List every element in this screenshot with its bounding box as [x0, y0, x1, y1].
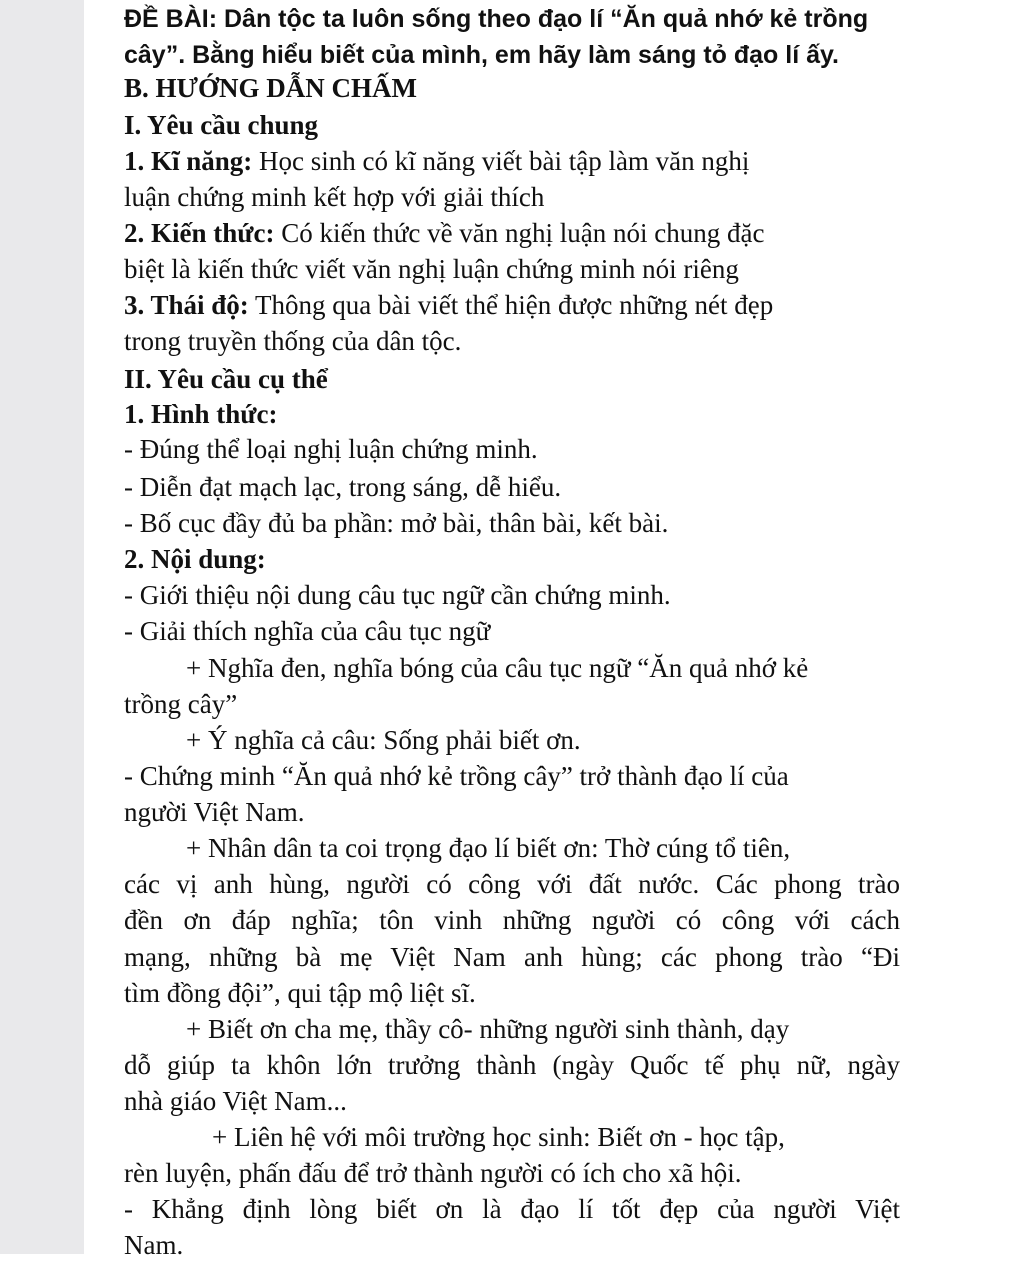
form-item: - Diễn đạt mạch lạc, trong sáng, dễ hiểu.	[124, 472, 562, 502]
content-item: người Việt Nam.	[124, 797, 305, 827]
content-item: tìm đồng đội”, qui tập mộ liệt sĩ.	[124, 978, 476, 1008]
topic-line-1: ĐỀ BÀI: Dân tộc ta luôn sống theo đạo lí “Ăn quả nhớ kẻ trồng	[124, 5, 869, 33]
attitude-line-1	[124, 288, 773, 322]
content-item: trồng cây”	[124, 689, 238, 719]
left-margin-strip	[0, 0, 84, 1254]
content-heading: 2. Nội dung:	[124, 544, 266, 574]
part2-heading: II. Yêu cầu cụ thể	[124, 364, 328, 394]
content-item: dỗ giúp ta khôn lớn trưởng thành (ngày Quốc tế phụ nữ, ngày	[124, 1050, 900, 1080]
knowledge-text: Có kiến thức về văn nghị luận nói chung đặc	[274, 218, 765, 248]
section-b-heading: B. HƯỚNG DẪN CHẤM	[124, 73, 417, 103]
knowledge-label: 2. Kiến thức:	[124, 218, 275, 248]
attitude-line-2: trong truyền thống của dân tộc.	[124, 326, 462, 356]
content-item: rèn luyện, phấn đấu để trở thành người có ích cho xã hội.	[124, 1158, 742, 1188]
knowledge-line-1	[124, 216, 764, 250]
content-item: + Biết ơn cha mẹ, thầy cô- những người sinh thành, dạy	[186, 1014, 790, 1044]
content-item: mạng, những bà mẹ Việt Nam anh hùng; các phong trào “Đi	[124, 942, 900, 972]
content-item: - Chứng minh “Ăn quả nhớ kẻ trồng cây” trở thành đạo lí của	[124, 761, 789, 791]
attitude-label: 3. Thái độ:	[124, 290, 249, 320]
form-item: - Bố cục đầy đủ ba phần: mở bài, thân bài, kết bài.	[124, 508, 669, 538]
skill-label: 1. Kĩ năng:	[124, 146, 253, 176]
form-heading: 1. Hình thức:	[124, 399, 278, 429]
content-item: - Khẳng định lòng biết ơn là đạo lí tốt đẹp của người Việt	[124, 1194, 900, 1224]
skill-text: Học sinh có kĩ năng viết bài tập làm văn nghị	[252, 146, 750, 176]
content-item: + Liên hệ với môi trường học sinh: Biết ơn - học tập,	[212, 1122, 785, 1152]
part1-heading: I. Yêu cầu chung	[124, 110, 319, 140]
content-item: - Giới thiệu nội dung câu tục ngữ cần chứng minh.	[124, 580, 671, 610]
attitude-text: Thông qua bài viết thể hiện được những nét đẹp	[248, 290, 774, 320]
content-item: + Nghĩa đen, nghĩa bóng của câu tục ngữ “Ăn quả nhớ kẻ	[186, 653, 809, 683]
topic-line-2: cây”. Bằng hiểu biết của mình, em hãy làm sáng tỏ đạo lí ấy.	[124, 41, 840, 69]
knowledge-line-2: biệt là kiến thức viết văn nghị luận chứng minh nói riêng	[124, 254, 739, 284]
content-item: + Nhân dân ta coi trọng đạo lí biết ơn: Thờ cúng tổ tiên,	[186, 833, 791, 863]
form-item: - Đúng thể loại nghị luận chứng minh.	[124, 434, 538, 464]
content-item: nhà giáo Việt Nam...	[124, 1086, 347, 1116]
skill-line-1	[124, 144, 749, 178]
skill-line-2: luận chứng minh kết hợp với giải thích	[124, 182, 545, 212]
content-item: đền ơn đáp nghĩa; tôn vinh những người có công với cách	[124, 905, 900, 935]
content-item: - Giải thích nghĩa của câu tục ngữ	[124, 616, 491, 646]
content-item: các vị anh hùng, người có công với đất nước. Các phong trào	[124, 869, 900, 899]
content-item: + Ý nghĩa cả câu: Sống phải biết ơn.	[186, 725, 581, 755]
content-item: Nam.	[124, 1230, 184, 1260]
